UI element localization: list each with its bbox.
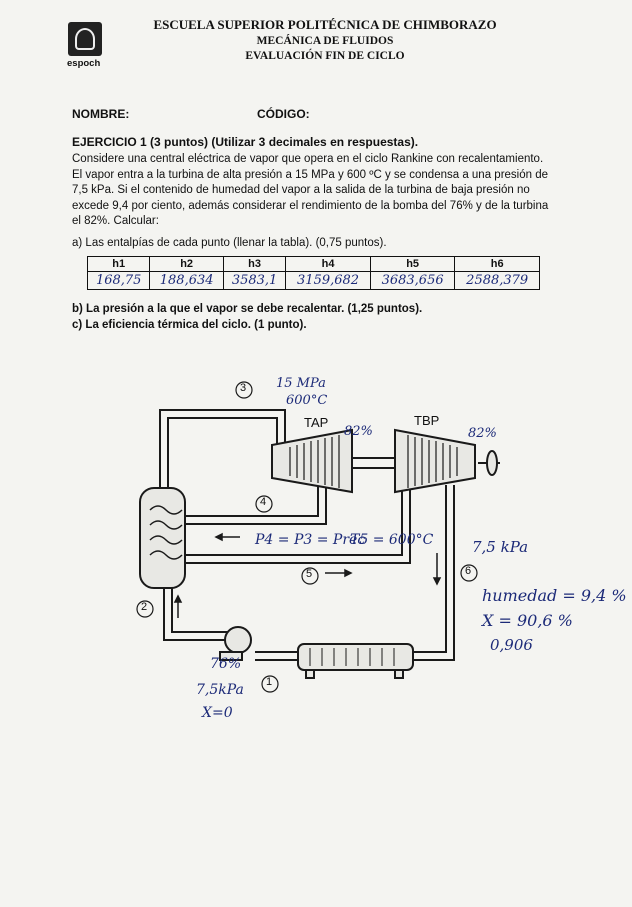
point-6-label: 6: [465, 565, 472, 577]
point-4-label: 4: [260, 496, 267, 508]
table-header: h1: [88, 257, 150, 272]
institution-title: ESCUELA SUPERIOR POLITÉCNICA DE CHIMBORAZO: [153, 17, 497, 32]
table-header: h4: [286, 257, 371, 272]
table-cell: 168,75: [88, 272, 150, 290]
tap-efficiency-note: 82%: [344, 424, 373, 439]
statement-line: 7,5 kPa. Si el contenido de humedad del vapor a la salida de la turbina de baja presión no: [72, 184, 530, 196]
lp-turbine: [395, 430, 475, 492]
condenser-pressure-note: 7,5 kPa: [472, 538, 529, 556]
part-b: b) La presión a la que el vapor se debe recalentar. (1,25 puntos).: [72, 303, 423, 315]
point-5-label: 5: [306, 568, 313, 580]
statement-line: excede 9,4 por ciento, además considerar el rendimiento de la bomba del 76% y de la turbina: [72, 199, 549, 212]
table-header: h5: [370, 257, 455, 272]
exam-title: EVALUACIÓN FIN DE CICLO: [245, 50, 405, 62]
reheat-temp-note: T5 = 600°C: [350, 532, 434, 548]
table-cell: 2588,379: [455, 272, 540, 290]
quality-percent-note: X = 90,6 %: [482, 611, 573, 630]
pump-efficiency-note: 76%: [210, 656, 242, 672]
condenser: [298, 644, 413, 678]
tbp-efficiency-note: 82%: [468, 426, 497, 441]
pipe-3: [160, 410, 285, 490]
table-header: h2: [150, 257, 223, 272]
pump-quality-note: X=0: [202, 705, 233, 721]
statement-line: el 82%. Calcular:: [72, 215, 159, 227]
table-cell: 3159,682: [286, 272, 371, 290]
code-label: CÓDIGO:: [257, 107, 310, 121]
tbp-label: TBP: [414, 413, 440, 428]
table-cell: 3683,656: [370, 272, 455, 290]
logo-text: espoch: [67, 58, 101, 69]
part-c: c) La eficiencia térmica del ciclo. (1 punto).: [72, 319, 307, 331]
boiler: [140, 488, 185, 588]
tap-label: TAP: [304, 415, 329, 430]
statement-line: El vapor entra a la turbina de alta presión a 15 MPa y 600 ºC y se condensa a una presión de: [72, 168, 548, 181]
course-title: MECÁNICA DE FLUIDOS: [256, 35, 394, 47]
part-a: a) Las entalpías de cada punto (llenar la tabla). (0,75 puntos).: [72, 237, 387, 249]
humidity-note: humedad = 9,4 %: [482, 586, 627, 605]
name-label: NOMBRE:: [72, 107, 130, 121]
point-2-label: 2: [141, 601, 148, 613]
table-cell: 188,634: [150, 272, 223, 290]
table-header: h6: [455, 257, 540, 272]
exercise-title: EJERCICIO 1 (3 puntos) (Utilizar 3 decimales en respuestas).: [72, 135, 419, 149]
hp-pressure-note: 15 MPa: [276, 376, 326, 391]
quality-note: 0,906: [490, 636, 533, 654]
generator: [487, 451, 497, 475]
pipe-6: [412, 485, 446, 652]
pump-pressure-note: 7,5kPa: [196, 682, 244, 698]
point-1-label: 1: [266, 676, 273, 688]
table-header: h3: [223, 257, 285, 272]
hp-temp-note: 600°C: [286, 393, 328, 408]
pipe-2: [172, 585, 228, 632]
reheat-pressure-note: P4 = P3 = Prec: [255, 532, 366, 548]
pipe-4: [182, 480, 318, 516]
table-cell: 3583,1: [223, 272, 285, 290]
point-3-label: 3: [240, 382, 247, 394]
statement-line: Considere una central eléctrica de vapor que opera en el ciclo Rankine con recalentamiento.: [72, 153, 544, 165]
